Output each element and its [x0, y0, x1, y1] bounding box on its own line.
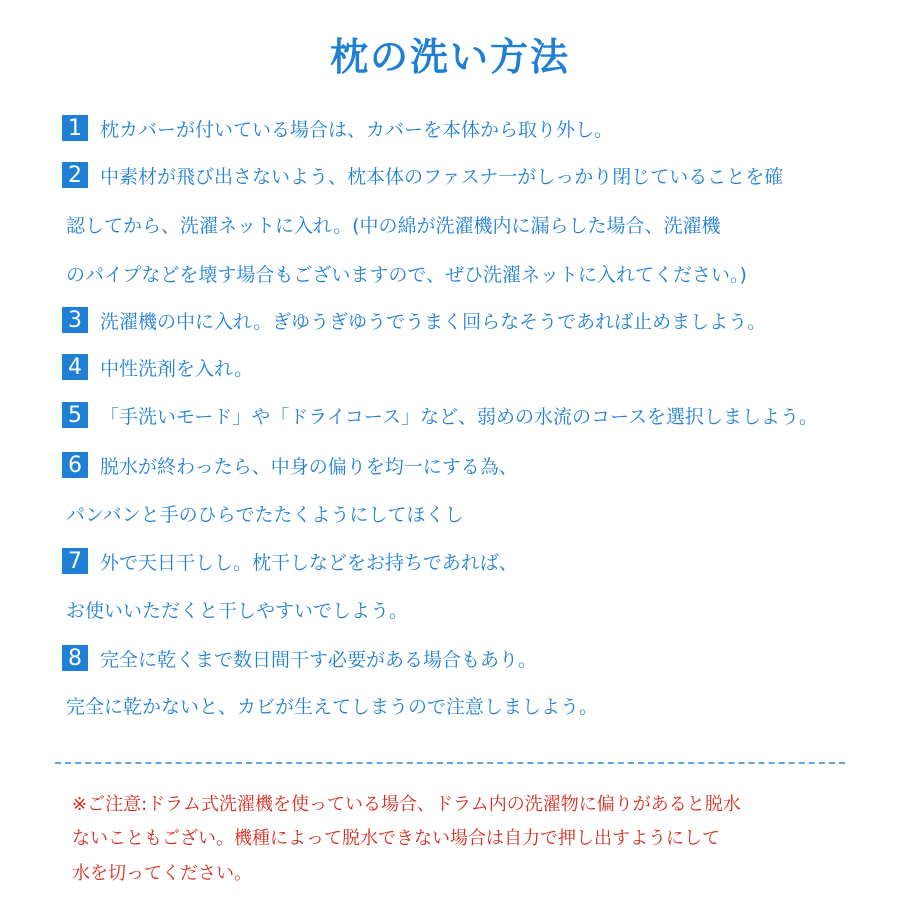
- step-2: [62, 160, 783, 190]
- step-number-badge: 2: [62, 162, 88, 188]
- step-number-badge: 7: [62, 548, 88, 574]
- step-2-continuation: のパイプなどを壊す場合もございますので、ぜひ洗濯ネットに入れてください。): [66, 263, 747, 286]
- step-text: 完全に乾くまで数日間干す必要がある場合もあり。: [100, 648, 538, 671]
- step-4: [62, 352, 253, 382]
- step-7: [62, 546, 518, 576]
- step-3: [62, 305, 766, 335]
- caution-note-line: ※ご注意:ドラム式洗濯機を使っている場合、ドラム内の洗濯物に偏りがあると脱水: [72, 794, 741, 815]
- step-number-badge: 6: [62, 452, 88, 478]
- step-number-badge: 5: [62, 402, 88, 428]
- step-number-badge: 3: [62, 307, 88, 333]
- step-8-continuation: 完全に乾かないと、カビが生えてしまうので注意しましよう。: [66, 695, 599, 718]
- step-6: [62, 450, 518, 480]
- step-8: [62, 643, 537, 673]
- step-number-badge: 8: [62, 645, 88, 671]
- step-6-continuation: パンバンと手のひらでたたくようにしてほくし: [66, 503, 464, 526]
- caution-note-line: 水を切ってください。: [72, 863, 252, 884]
- dashed-divider: [55, 762, 845, 764]
- step-text: 脱水が終わったら、中身の偏りを均一にする為、: [100, 455, 518, 478]
- step-text: 外で天日干しし。枕干しなどをお持ちであれば、: [100, 551, 518, 574]
- caution-note-line: ないこともござい。機種によって脱水できない場合は自力で押し出すようにして: [72, 828, 720, 849]
- page-title: 枕の洗い方法: [329, 35, 570, 79]
- step-number-badge: 1: [62, 115, 88, 141]
- step-text: 中素材が飛び出さないよう、枕本体のファスナ一がしっかり閉じていることを確: [100, 165, 784, 188]
- step-7-continuation: お使いいただくと干しやすいでしよう。: [66, 599, 409, 622]
- step-2-continuation: 認してから、洗濯ネットに入れ。(中の綿が洗濯機内に漏らした場合、洗濯機: [66, 214, 721, 237]
- step-5: [62, 400, 818, 430]
- step-text: 洗濯機の中に入れ。ぎゆうぎゆうでうまく回らなそうであれば止めましよう。: [100, 310, 767, 333]
- step-text: 枕カバーが付いている場合は、カバーを本体から取り外し。: [100, 118, 614, 141]
- step-text: 中性洗剤を入れ。: [100, 357, 254, 380]
- step-1: [62, 113, 613, 143]
- step-text: 「手洗いモード」や「ドライコース」など、弱めの水流のコースを選択しましよう。: [100, 405, 819, 428]
- step-number-badge: 4: [62, 354, 88, 380]
